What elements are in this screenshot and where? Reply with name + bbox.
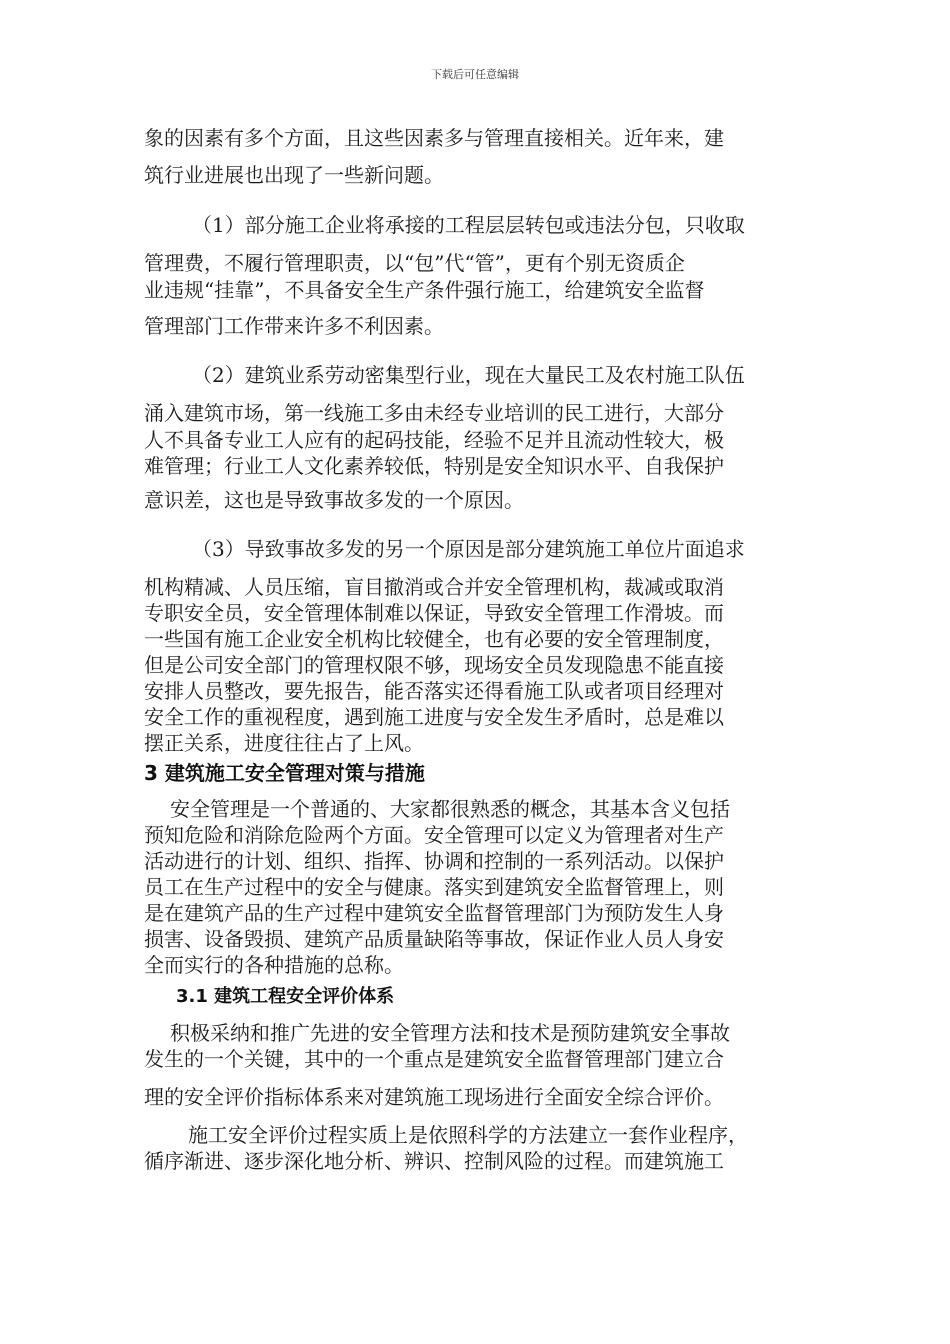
text-line: 机构精减、人员压缩，盲目撤消或合并安全管理机构，裁减或取消 [144, 575, 724, 599]
text-line: 象的因素有多个方面，且这些因素多与管理直接相关。近年来，建 [144, 126, 724, 150]
text-line: 筑行业进展也出现了一些新问题。 [144, 163, 444, 187]
text-line: 难管理；行业工人文化素养较低，特别是安全知识水平、自我保护 [144, 454, 724, 478]
text-line: 管理部门工作带来许多不利因素。 [144, 314, 444, 338]
text-line: 安全工作的重视程度，遇到施工进度与安全发生矛盾时，总是难以 [144, 705, 724, 729]
text-line: 理的安全评价指标体系来对建筑施工现场进行全面安全综合评价。 [144, 1085, 724, 1109]
text-line: （1）部分施工企业将承接的工程层层转包或违法分包，只收取 [192, 213, 745, 237]
text-line: 安全管理是一个普通的、大家都很熟悉的概念，其基本含义包括 [170, 797, 730, 821]
text-line: 一些国有施工企业安全机构比较健全，也有必要的安全管理制度， [144, 627, 724, 651]
text-line: 管理费，不履行管理职责，以“包”代“管”，更有个别无资质企 [144, 251, 685, 275]
text-line: 员工在生产过程中的安全与健康。落实到建筑安全监督管理上，则 [144, 875, 724, 899]
text-line: 业违规“挂靠”，不具备安全生产条件强行施工，给建筑安全监督 [144, 278, 705, 302]
text-line: 发生的一个关键，其中的一个重点是建筑安全监督管理部门建立合 [144, 1047, 724, 1071]
text-line: 意识差，这也是导致事故多发的一个原因。 [144, 488, 524, 512]
text-line: 损害、设备毁损、建筑产品质量缺陷等事故，保证作业人员人身安 [144, 927, 724, 951]
text-line: 施工安全评价过程实质上是依照科学的方法建立一套作业程序， [188, 1123, 748, 1147]
section-heading: 3 建筑施工安全管理对策与措施 [144, 761, 425, 785]
text-line: 摆正关系，进度往往占了上风。 [144, 731, 424, 755]
text-line: （2）建筑业系劳动密集型行业，现在大量民工及农村施工队伍 [192, 363, 745, 387]
text-line: 预知危险和消除危险两个方面。安全管理可以定义为管理者对生产 [144, 823, 724, 847]
text-line: 涌入建筑市场，第一线施工多由未经专业培训的民工进行，大部分 [144, 401, 724, 425]
text-line: 是在建筑产品的生产过程中建筑安全监督管理部门为预防发生人身 [144, 901, 724, 925]
text-line: 循序渐进、逐步深化地分析、辨识、控制风险的过程。而建筑施工 [144, 1149, 724, 1173]
text-line: 安排人员整改，要先报告，能否落实还得看施工队或者项目经理对 [144, 679, 724, 703]
text-line: （3）导致事故多发的另一个原因是部分建筑施工单位片面追求 [192, 537, 745, 561]
subsection-heading: 3.1 建筑工程安全评价体系 [176, 986, 395, 1007]
text-line: 但是公司安全部门的管理权限不够，现场安全员发现隐患不能直接 [144, 653, 724, 677]
text-line: 活动进行的计划、组织、指挥、协调和控制的一系列活动。以保护 [144, 849, 724, 873]
text-line: 全而实行的各种措施的总称。 [144, 953, 404, 977]
text-line: 积极采纳和推广先进的安全管理方法和技术是预防建筑安全事故 [170, 1021, 730, 1045]
text-line: 专职安全员，安全管理体制难以保证，导致安全管理工作滑坡。而 [144, 601, 724, 625]
text-line: 人不具备专业工人应有的起码技能，经验不足并且流动性较大，极 [144, 428, 724, 452]
page-header: 下载后可任意编辑 [431, 68, 519, 81]
